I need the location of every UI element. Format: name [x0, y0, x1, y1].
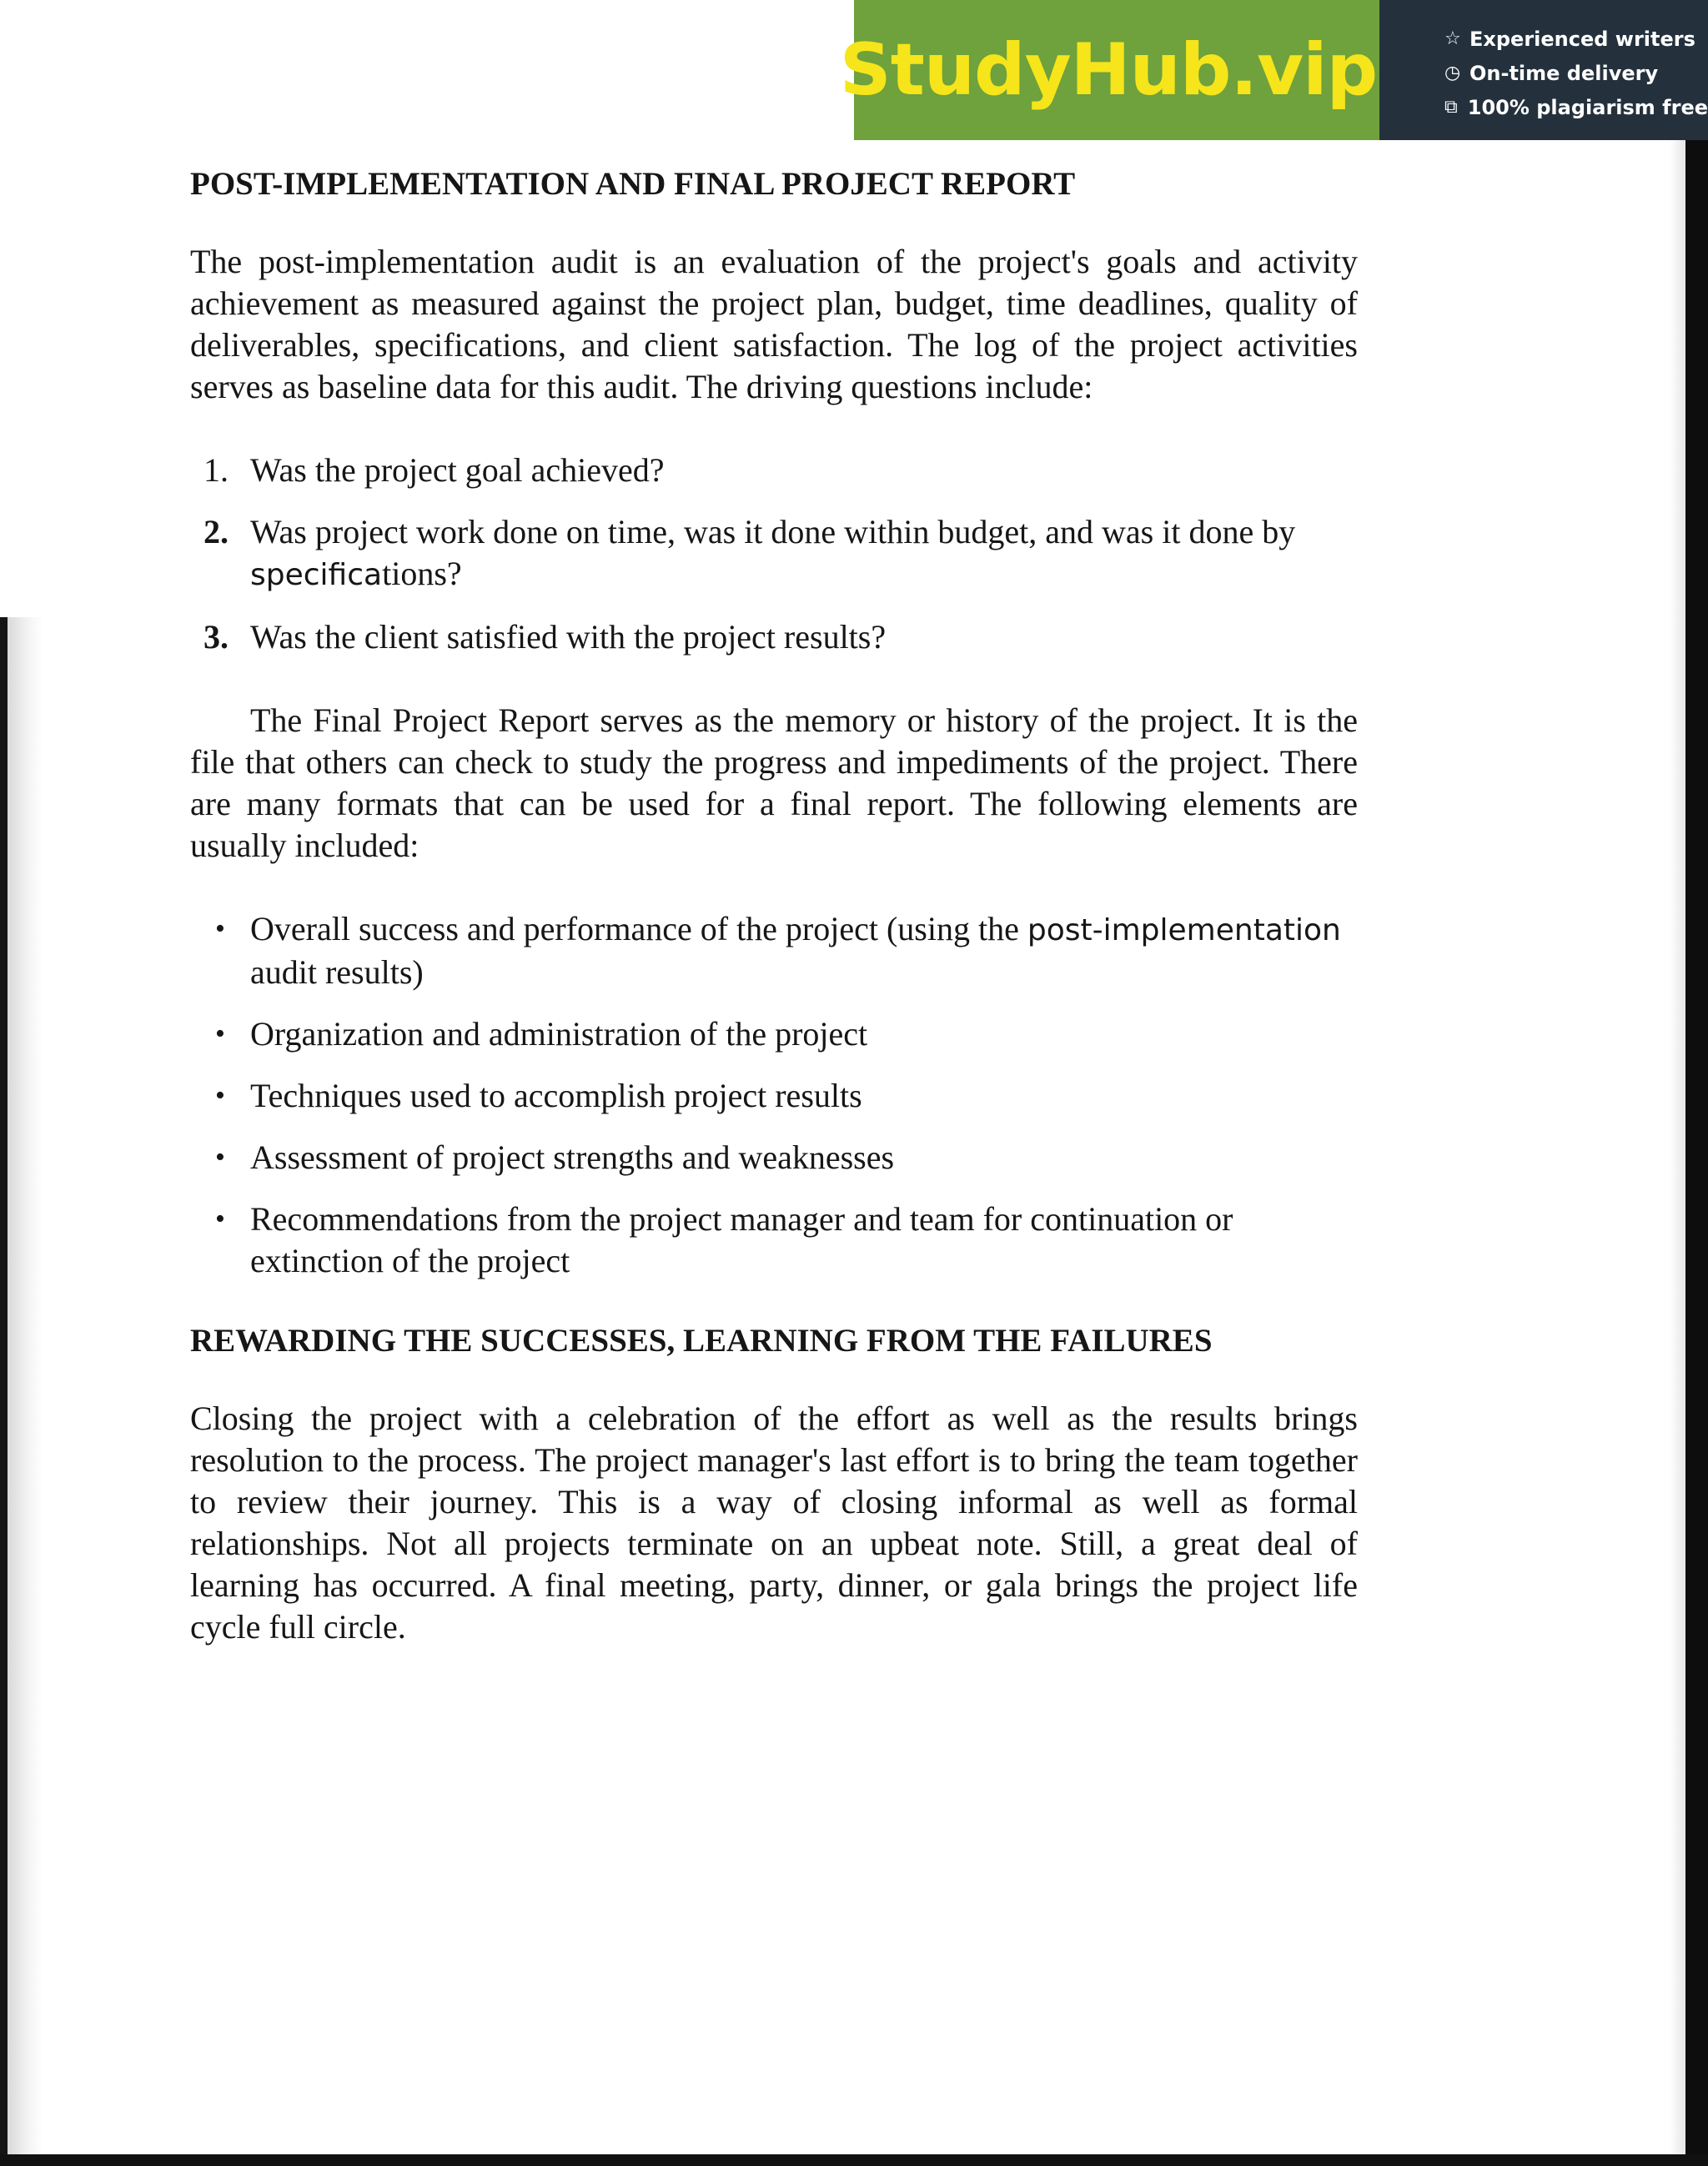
- list-text-fragment: tions?: [382, 555, 462, 592]
- list-item: [190, 1199, 1358, 1282]
- list-item: [190, 908, 1358, 993]
- scan-left-shade: [8, 617, 43, 2166]
- bullet-icon: •: [215, 1018, 225, 1049]
- list-text: Assessment of project strengths and weaknesses: [250, 1138, 895, 1176]
- bullet-icon: •: [215, 1142, 225, 1173]
- scan-left-border: [0, 617, 8, 2166]
- scan-right-edge: [1670, 0, 1685, 2166]
- list-number: 3.: [203, 618, 229, 656]
- list-text: Overall success and performance of the project (using the: [250, 910, 1027, 947]
- list-text: Was the client satisfied with the project results?: [250, 618, 887, 656]
- list-item: [190, 1075, 1358, 1117]
- document-body: [190, 163, 1358, 1648]
- section-heading-rewarding: REWARDING THE SUCCESSES, LEARNING FROM THE FAILURES: [190, 1323, 1213, 1359]
- driving-questions-list: [190, 450, 1358, 658]
- bullet-icon: •: [215, 1080, 225, 1111]
- feature-plagiarism-free: [1444, 90, 1708, 124]
- list-text: Was project work done on time, was it done within budget, and was it done by: [250, 513, 1296, 550]
- intro-paragraph: The post-implementation audit is an evaluation of the project's goals and activity achievement as measured against the project plan, budget, time deadlines, quality of deliverables, specifications, and client satisfaction. The log of the project activities serves as baseline data for this audit. The driving questions include:: [190, 243, 1358, 405]
- list-text-fragment: audit results): [250, 953, 424, 991]
- report-elements-list: [190, 908, 1358, 1282]
- clock-icon: ◷: [1444, 63, 1461, 83]
- list-item: [190, 1137, 1358, 1178]
- scan-bottom-border: [0, 2154, 1708, 2166]
- banner-logo-area[interactable]: [839, 0, 1379, 140]
- list-item: [190, 511, 1358, 596]
- closing-paragraph: Closing the project with a celebration of the effort as well as the results brings resolution to the process. The project manager's last effort is to bring the team together to review their journey. This is a way of closing informal as well as formal relationships. Not all projects terminate on an upbeat note. Still, a great deal of learning has occurred. A final meeting, party, dinner, or gala brings the project life cycle full circle.: [190, 1400, 1358, 1646]
- feature-label: Experienced writers: [1469, 27, 1695, 51]
- section-heading-post-implementation: POST-IMPLEMENTATION AND FINAL PROJECT REPORT: [190, 166, 1076, 202]
- list-item: [190, 450, 1358, 491]
- list-text: Techniques used to accomplish project results: [250, 1077, 862, 1114]
- feature-label: 100% plagiarism free: [1467, 95, 1708, 119]
- studyhub-logo[interactable]: StudyHub.vip: [839, 28, 1378, 112]
- bullet-icon: •: [215, 913, 225, 944]
- list-text-fragment: specifica: [250, 558, 383, 592]
- copy-icon: ⧉: [1444, 97, 1458, 118]
- bullet-icon: •: [215, 1204, 225, 1234]
- list-item: [190, 616, 1358, 658]
- list-item: [190, 1013, 1358, 1055]
- list-number: 2.: [203, 513, 229, 550]
- list-text: Recommendations from the project manager and team for continuation or extinction of the project: [250, 1200, 1233, 1279]
- list-text: Was the project goal achieved?: [250, 451, 665, 489]
- feature-on-time-delivery: [1444, 56, 1708, 90]
- banner-features: [1379, 0, 1708, 140]
- feature-label: On-time delivery: [1469, 61, 1659, 85]
- list-text-fragment: post-implementation: [1027, 913, 1341, 947]
- list-text: Organization and administration of the project: [250, 1015, 868, 1053]
- scan-right-border: [1685, 133, 1708, 2166]
- studyhub-banner[interactable]: [839, 0, 1708, 140]
- final-report-paragraph: The Final Project Report serves as the memory or history of the project. It is the file that others can check to study the progress and impediments of the project. There are many formats that can be used for a final report. The following elements are usually included:: [190, 701, 1358, 864]
- star-icon: ☆: [1444, 28, 1461, 49]
- list-number: 1.: [203, 451, 229, 489]
- feature-experienced-writers: [1444, 22, 1708, 56]
